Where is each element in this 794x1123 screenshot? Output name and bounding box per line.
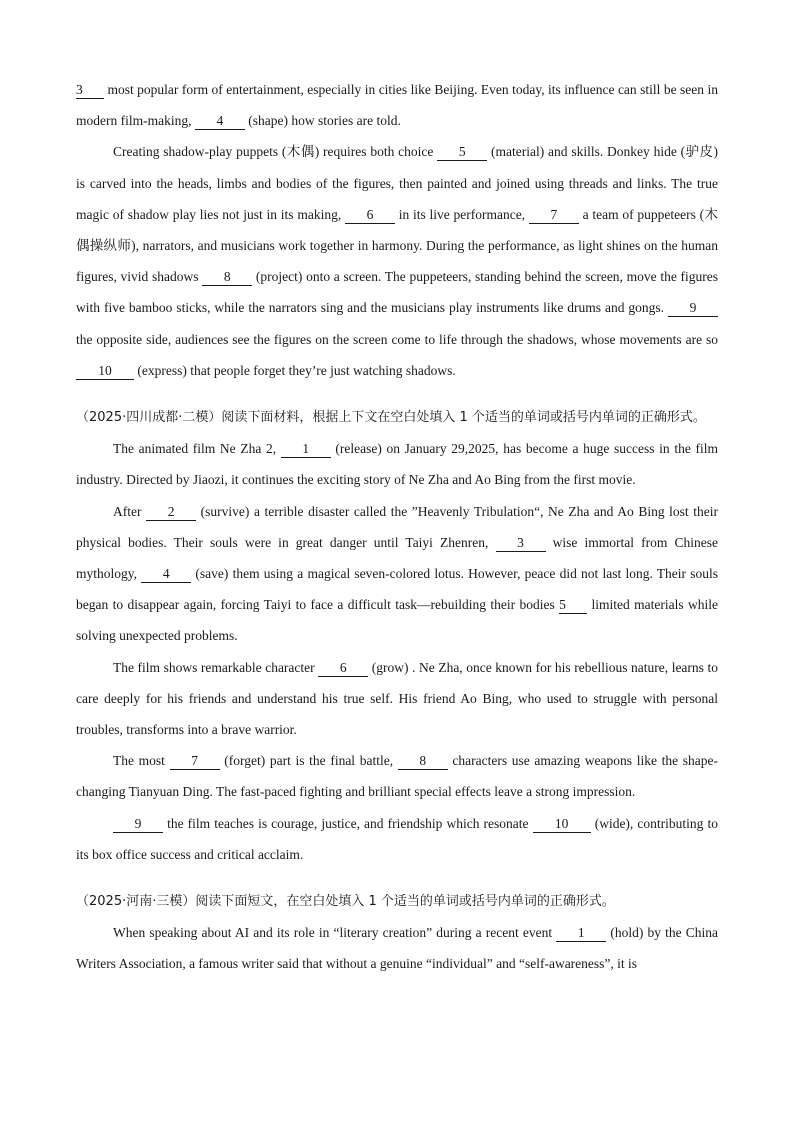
text: (shape) how stories are told. (244, 113, 401, 129)
text: (release) on January 29,2025, has become a huge success in the film industry. Directed by Jiaozi, it continues the exciting story of Ne Zha and Ao Bing from the first movie. (76, 441, 718, 488)
passage2-paragraph-2 (76, 496, 718, 652)
text: wise immortal from Chinese mythology, (76, 534, 718, 582)
blank-2[interactable]: 2 (146, 504, 196, 521)
blank-6[interactable]: 6 (318, 660, 368, 677)
passage2-heading: （2025·四川成都·二模）阅读下面材料，根据上下文在空白处填入 1 个适当的单词或括号内单词的正确形式。 (76, 410, 706, 426)
text: (survive) a terrible disaster called the ”Heavenly Tribulation“, Ne Zha and Ao Bing lost their physical bodies. Their souls were in great danger until Taiyi Zhenren, (76, 503, 718, 550)
text: When speaking about AI and its role in “literary creation” during a recent event (113, 925, 557, 941)
blank-10[interactable]: 10 (76, 363, 134, 380)
text: in its live performance, (394, 206, 529, 222)
text: (project) onto a screen. The puppeteers, standing behind the screen, move the figures with five bamboo sticks, while the narrators sing and the musicians play instruments like drums and gongs. (76, 269, 718, 316)
blank-5[interactable]: 5 (559, 597, 587, 614)
passage2-paragraph-3 (76, 652, 718, 746)
blank-1[interactable]: 1 (556, 925, 606, 942)
blank-10[interactable]: 10 (533, 816, 591, 833)
text: The most (113, 753, 170, 769)
blank-9[interactable]: 9 (113, 816, 163, 833)
passage2-paragraph-4 (76, 745, 718, 807)
blank-1[interactable]: 1 (281, 441, 331, 458)
blank-8[interactable]: 8 (202, 269, 252, 286)
text: The animated film Ne Zha 2, (113, 441, 281, 457)
passage1-paragraph-1 (76, 74, 718, 136)
text: (wide), contributing to its box office success and critical acclaim. (76, 815, 718, 862)
text: most popular form of entertainment, especially in cities like Beijing. Even today, its influence can still be seen in modern film-making, (76, 82, 718, 129)
text: Creating shadow-play puppets (木偶) requires both choice (113, 144, 438, 160)
blank-4[interactable]: 4 (195, 113, 245, 130)
passage1-paragraph-2 (76, 136, 718, 386)
passage2-paragraph-1 (76, 433, 718, 495)
blank-7[interactable]: 7 (170, 753, 220, 770)
text: characters use amazing weapons like the shape-changing Tianyuan Ding. The fast-paced fighting and brilliant special effects leave a strong impression. (76, 753, 718, 800)
text: (grow) . Ne Zha, once known for his rebellious nature, learns to care deeply for his friends and understand his true self. His friend Ao Bing, who used to struggle with personal troubles, transforms into a brave warrior. (76, 659, 718, 738)
blank-4[interactable]: 4 (141, 566, 191, 583)
text: After (113, 503, 147, 519)
passage2-paragraph-5 (76, 808, 718, 870)
text: (forget) part is the final battle, (219, 753, 398, 769)
text: (hold) by the China Writers Association, a famous writer said that without a genuine “individual” and “self-awareness”, it is (76, 925, 718, 972)
text: (material) and skills. Donkey hide (驴皮) is carved into the heads, limbs and bodies of the figures, then painted and joined using threads and links. The true magic of shadow play lies not just in its making, (76, 144, 718, 222)
blank-3[interactable]: 3 (496, 535, 546, 552)
text: (express) that people forget they’re just watching shadows. (134, 362, 456, 378)
passage3-heading: （2025·河南·三模）阅读下面短文，在空白处填入 1 个适当的单词或括号内单词的正确形式。 (76, 894, 615, 910)
blank-9[interactable]: 9 (668, 300, 718, 317)
blank-6[interactable]: 6 (345, 207, 395, 224)
blank-5[interactable]: 5 (437, 144, 487, 161)
text: limited materials while solving unexpected problems. (76, 597, 718, 644)
document-page (76, 74, 718, 980)
blank-7[interactable]: 7 (529, 207, 579, 224)
blank-3[interactable]: 3 (76, 82, 104, 99)
passage3-paragraph-1 (76, 917, 718, 979)
text: (save) them using a magical seven-colored lotus. However, peace did not last long. Their souls began to disappear again, forcing Taiyi to face a difficult task—rebuilding their bodies (76, 566, 718, 613)
text: The film shows remarkable character (113, 659, 319, 675)
text: a team of puppeteers (木偶操纵师), narrators, and musicians work together in harmony. During the performance, as light shines on the human figures, vivid shadows (76, 206, 718, 285)
text: the film teaches is courage, justice, and friendship which resonate (163, 815, 533, 831)
text: the opposite side, audiences see the figures on the screen come to life through the shadows, whose movements are so (76, 331, 718, 347)
blank-8[interactable]: 8 (398, 753, 448, 770)
